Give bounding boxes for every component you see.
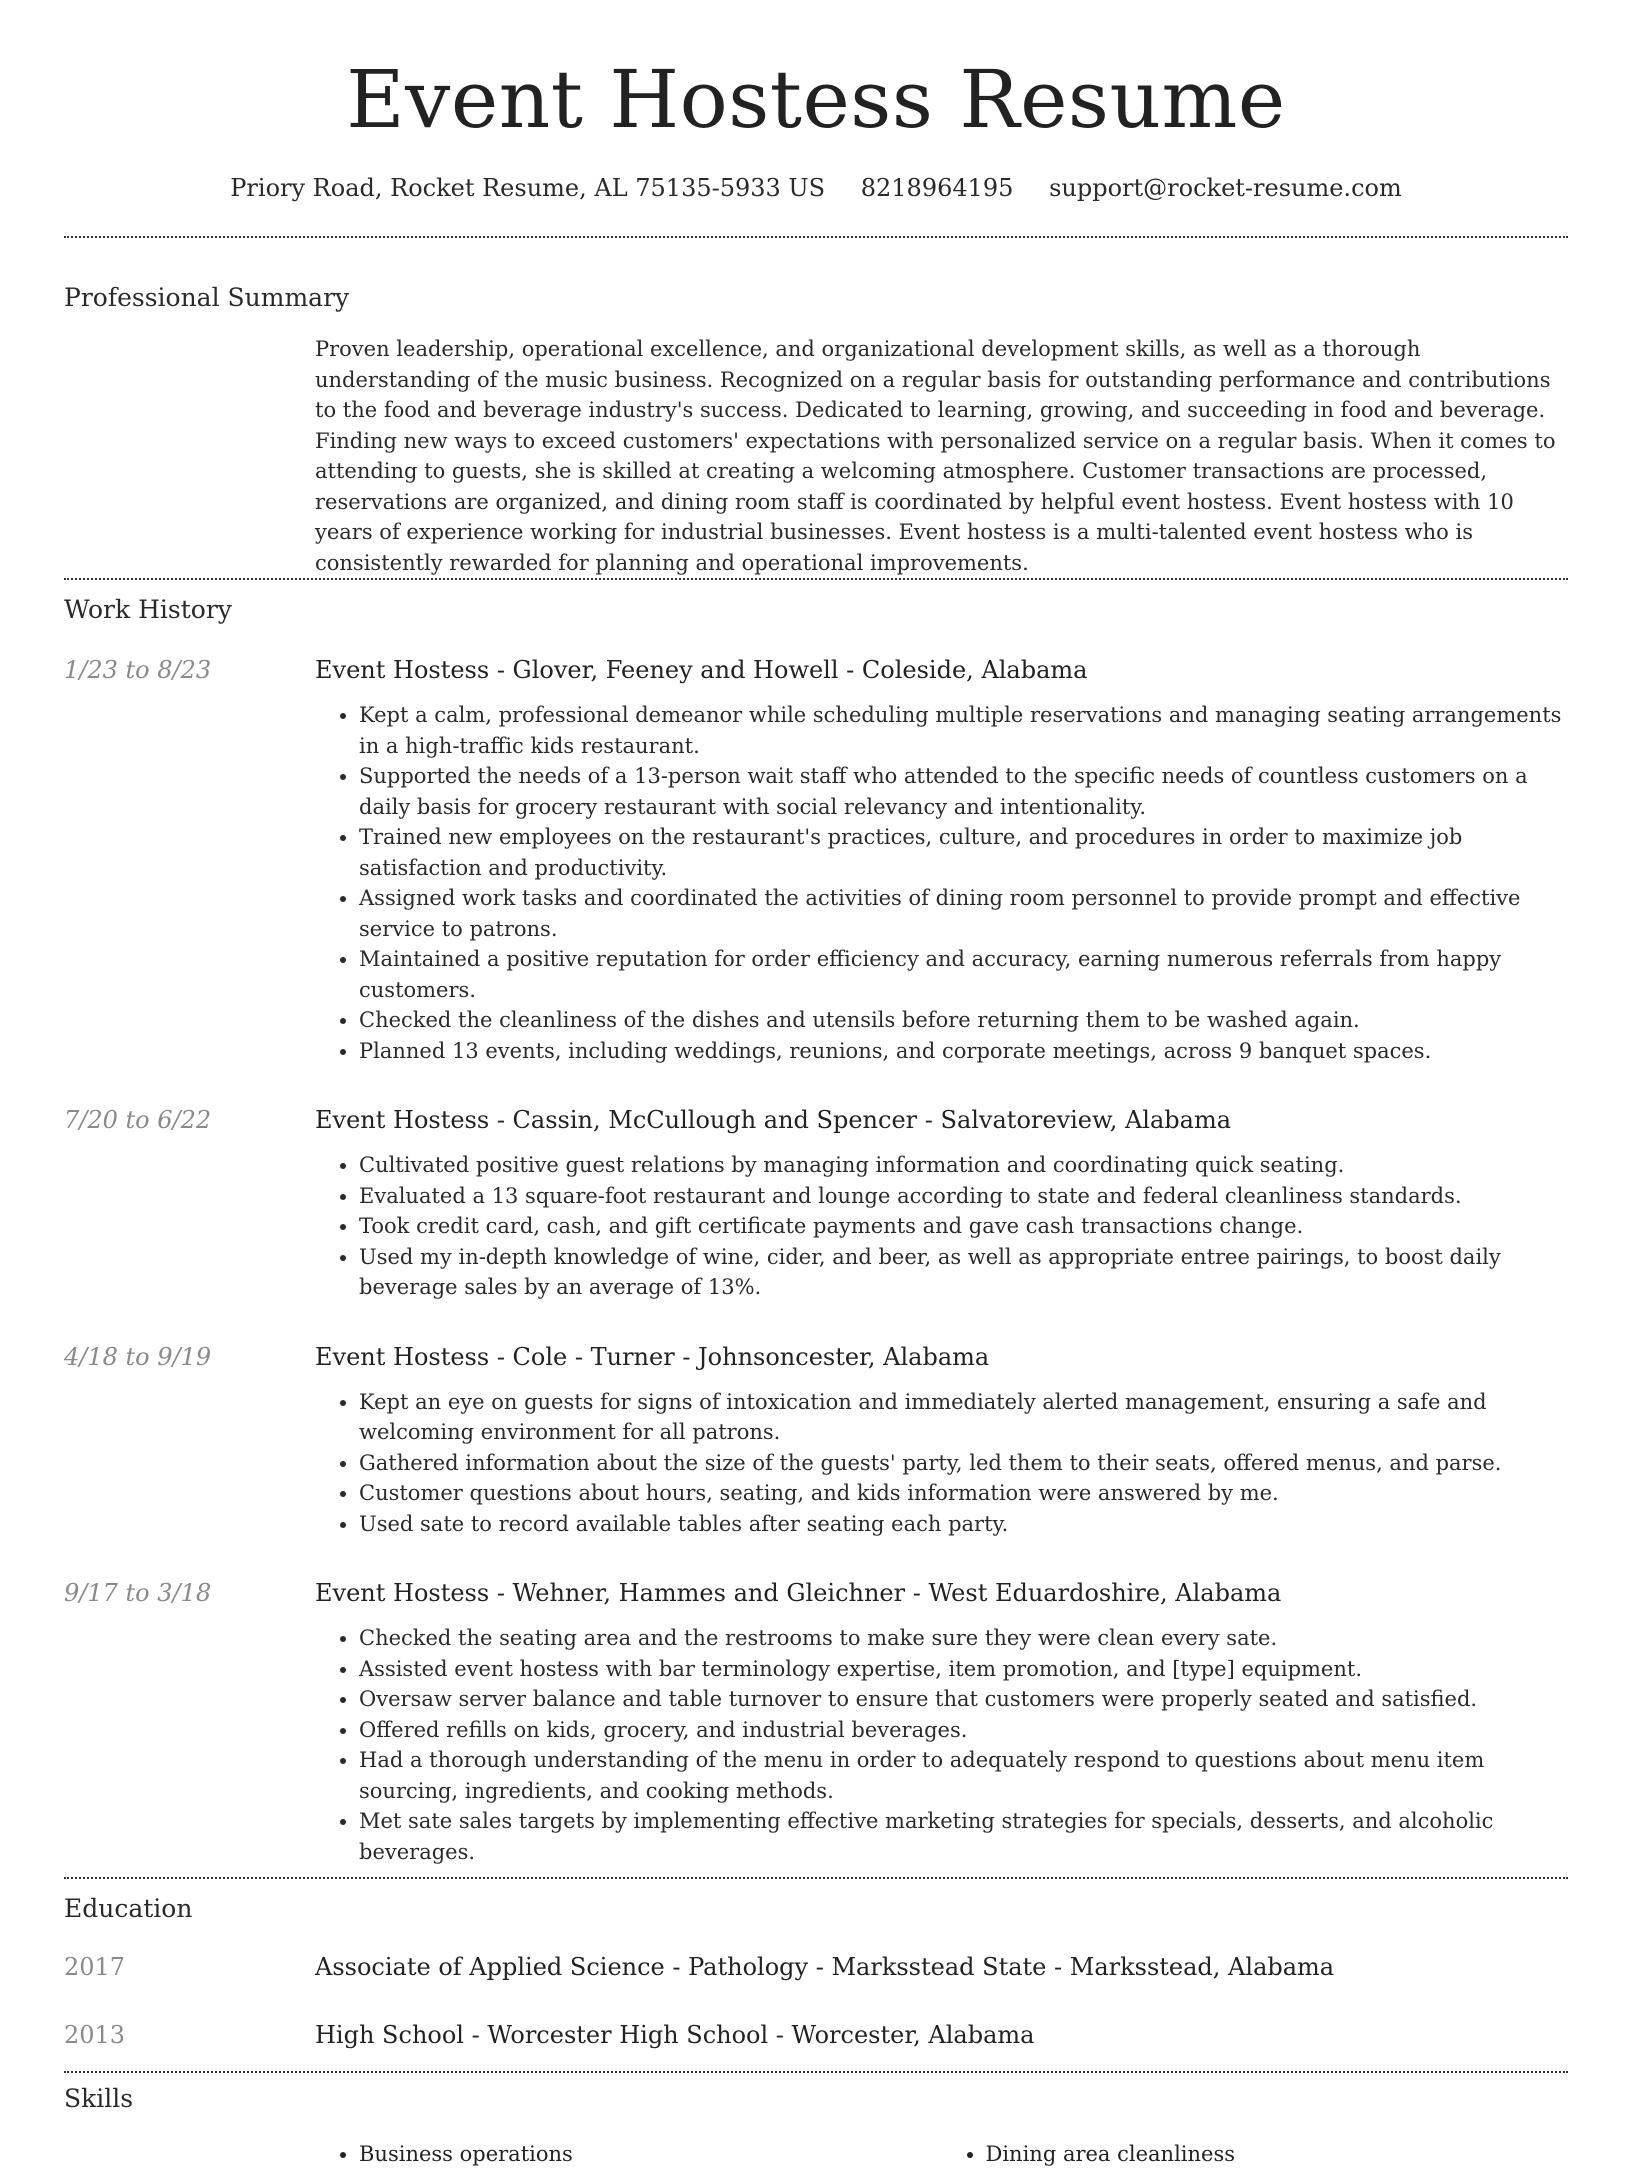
job-body xyxy=(315,654,1568,1066)
list-item: • Planned 13 events, including weddings, reunions, and corporate meetings, across 9 banquet spaces. xyxy=(359,1036,1568,1067)
resume-page xyxy=(64,0,1568,2170)
job-bullets xyxy=(315,1150,1568,1303)
list-item: • Customer questions about hours, seating, and kids information were answered by me. xyxy=(359,1478,1568,1509)
education-entry xyxy=(64,1951,1568,1983)
job-dates: 7/20 to 6/22 xyxy=(64,1106,212,1134)
job-bullets xyxy=(315,1387,1568,1540)
education-year: 2013 xyxy=(64,2021,126,2049)
section-divider xyxy=(64,236,1568,238)
job-heading: Event Hostess - Wehner, Hammes and Gleichner - West Eduardoshire, Alabama xyxy=(315,1579,1282,1607)
education-year: 2017 xyxy=(64,1953,126,1981)
job-bullets xyxy=(315,700,1568,1066)
section-heading-education: Education xyxy=(64,1894,193,1923)
skills-section xyxy=(64,2083,1568,2170)
education-entry xyxy=(64,2019,1568,2051)
professional-summary-section xyxy=(64,282,1568,578)
list-item: • Used my in-depth knowledge of wine, cider, and beer, as well as appropriate entree pairings, to boost daily beverage sales by an average of 13%. xyxy=(359,1242,1568,1303)
contact-address: Priory Road, Rocket Resume, AL 75135-5933 US xyxy=(230,174,826,202)
list-item: • Oversaw server balance and table turnover to ensure that customers were properly seated and satisfied. xyxy=(359,1684,1568,1715)
skills-grid xyxy=(315,2139,1568,2170)
education-heading: High School - Worcester High School - Worcester, Alabama xyxy=(315,2021,1035,2049)
list-item: • Supported the needs of a 13-person wait staff who attended to the specific needs of countless customers on a daily basis for grocery restaurant with social relevancy and intentionality. xyxy=(359,761,1568,822)
list-item: • Met sate sales targets by implementing effective marketing strategies for specials, desserts, and alcoholic beverages. xyxy=(359,1806,1568,1867)
list-item: • Evaluated a 13 square-foot restaurant and lounge according to state and federal cleanliness standards. xyxy=(359,1181,1568,1212)
resume-title: Event Hostess Resume xyxy=(346,53,1286,146)
education-section xyxy=(64,1893,1568,2051)
work-history-section xyxy=(64,594,1568,1867)
list-item: • Checked the cleanliness of the dishes and utensils before returning them to be washed again. xyxy=(359,1005,1568,1036)
education-heading: Associate of Applied Science - Pathology - Marksstead State - Marksstead, Alabama xyxy=(315,1953,1335,1981)
job-dates: 4/18 to 9/19 xyxy=(64,1342,212,1371)
job-entry xyxy=(64,1341,1568,1540)
job-entry xyxy=(64,1577,1568,1867)
list-item: • Business operations xyxy=(359,2139,942,2170)
section-divider xyxy=(64,1877,1568,1879)
contact-phone: 8218964195 xyxy=(860,174,1014,202)
job-body xyxy=(315,1104,1568,1303)
job-dates: 9/17 to 3/18 xyxy=(64,1579,212,1607)
job-entry xyxy=(64,1104,1568,1303)
contact-email: support@rocket-resume.com xyxy=(1049,174,1402,202)
skills-list-right xyxy=(942,2139,1569,2170)
job-entry xyxy=(64,654,1568,1066)
list-item: • Kept a calm, professional demeanor while scheduling multiple reservations and managing seating arrangements in a high-traffic kids restaurant. xyxy=(359,700,1568,761)
job-heading: Event Hostess - Glover, Feeney and Howell - Coleside, Alabama xyxy=(315,656,1088,684)
job-body xyxy=(315,1577,1568,1867)
job-bullets xyxy=(315,1623,1568,1867)
list-item: • Took credit card, cash, and gift certificate payments and gave cash transactions change. xyxy=(359,1211,1568,1242)
list-item: • Kept an eye on guests for signs of intoxication and immediately alerted management, ensuring a safe and welcoming environment for all patrons. xyxy=(359,1387,1568,1448)
list-item: • Maintained a positive reputation for order efficiency and accuracy, earning numerous referrals from happy customers. xyxy=(359,944,1568,1005)
list-item: • Assisted event hostess with bar terminology expertise, item promotion, and [type] equipment. xyxy=(359,1654,1568,1685)
job-body xyxy=(315,1341,1568,1540)
job-heading: Event Hostess - Cassin, McCullough and Spencer - Salvatoreview, Alabama xyxy=(315,1106,1232,1134)
list-item: • Used sate to record available tables after seating each party. xyxy=(359,1509,1568,1540)
job-heading: Event Hostess - Cole - Turner - Johnsoncester, Alabama xyxy=(315,1342,990,1371)
contact-line xyxy=(64,172,1568,204)
list-item: • Checked the seating area and the restrooms to make sure they were clean every sate. xyxy=(359,1623,1568,1654)
skills-list-left xyxy=(315,2139,942,2170)
list-item: • Gathered information about the size of the guests' party, led them to their seats, offered menus, and parse. xyxy=(359,1448,1568,1479)
section-heading-skills: Skills xyxy=(64,2084,134,2113)
list-item: • Dining area cleanliness xyxy=(986,2139,1569,2170)
summary-text: Proven leadership, operational excellence, and organizational development skills, as well as a thorough understanding of the music business. Recognized on a regular basis for outstanding performance and contributions to the food and beverage industry's success. Dedicated to learning, growing, and succeeding in food and beverage. Finding new ways to exceed customers' expectations with personalized service on a regular basis. When it comes to attending to guests, she is skilled at creating a welcoming atmosphere. Customer transactions are processed, reservations are organized, and dining room staff is coordinated by helpful event hostess. Event hostess with 10 years of experience working for industrial businesses. Event hostess is a multi-talented event hostess who is consistently rewarded for planning and operational improvements. xyxy=(315,337,1556,575)
list-item: • Assigned work tasks and coordinated the activities of dining room personnel to provide prompt and effective service to patrons. xyxy=(359,883,1568,944)
section-divider xyxy=(64,2071,1568,2073)
list-item: • Offered refills on kids, grocery, and industrial beverages. xyxy=(359,1715,1568,1746)
list-item: • Had a thorough understanding of the menu in order to adequately respond to questions about menu item sourcing, ingredients, and cooking methods. xyxy=(359,1745,1568,1806)
list-item: • Trained new employees on the restaurant's practices, culture, and procedures in order to maximize job satisfaction and productivity. xyxy=(359,822,1568,883)
section-heading-summary: Professional Summary xyxy=(64,283,350,312)
section-heading-work: Work History xyxy=(64,595,232,624)
job-dates: 1/23 to 8/23 xyxy=(64,656,212,684)
section-divider xyxy=(64,578,1568,580)
list-item: • Cultivated positive guest relations by managing information and coordinating quick seating. xyxy=(359,1150,1568,1181)
